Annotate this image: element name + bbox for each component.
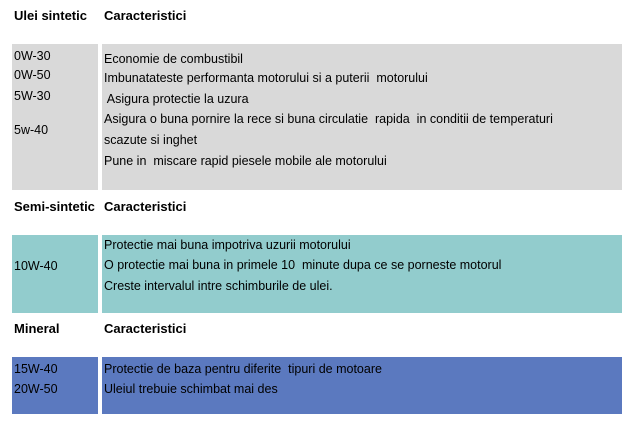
feature-line: Economie de combustibil	[104, 52, 243, 66]
feature-line: Uleiul trebuie schimbat mai des	[104, 382, 278, 396]
feature-line: Protectie mai buna impotriva uzurii motorului	[104, 238, 351, 252]
feature-line: Creste intervalul intre schimburile de ulei.	[104, 279, 333, 293]
section-header-mineral: Mineral	[14, 321, 60, 336]
feature-line: Asigura protectie la uzura	[104, 92, 249, 106]
grade-label: 20W-50	[14, 382, 58, 396]
grades-cell-mineral	[12, 357, 98, 414]
grades-cell-synthetic	[12, 44, 98, 190]
grades-cell-semi-synthetic	[12, 235, 98, 313]
features-cell-synthetic	[102, 44, 622, 190]
feature-line: Protectie de baza pentru diferite tipuri de motoare	[104, 362, 382, 376]
grade-label: 0W-30	[14, 49, 51, 63]
feature-line: O protectie mai buna in primele 10 minute dupa ce se porneste motorul	[104, 258, 502, 272]
feature-line: scazute si inghet	[104, 133, 198, 147]
grade-label: 10W-40	[14, 259, 58, 273]
grade-label: 15W-40	[14, 362, 58, 376]
section-header-characteristics-synthetic: Caracteristici	[104, 8, 187, 23]
grade-label: 5w-40	[14, 123, 49, 137]
feature-line: Pune in miscare rapid piesele mobile ale motorului	[104, 154, 387, 168]
grade-label: 5W-30	[14, 89, 51, 103]
section-header-semi-synthetic: Semi-sintetic	[14, 199, 95, 214]
section-header-characteristics-semi-synthetic: Caracteristici	[104, 199, 187, 214]
features-cell-mineral	[102, 357, 622, 414]
feature-line: Asigura o buna pornire la rece si buna circulatie rapida in conditii de temperaturi	[104, 112, 553, 126]
features-cell-semi-synthetic	[102, 235, 622, 313]
section-header-characteristics-mineral: Caracteristici	[104, 321, 187, 336]
grade-label: 0W-50	[14, 68, 51, 82]
feature-line: Imbunatateste performanta motorului si a puterii motorului	[104, 71, 428, 85]
section-header-synthetic: Ulei sintetic	[14, 8, 87, 23]
